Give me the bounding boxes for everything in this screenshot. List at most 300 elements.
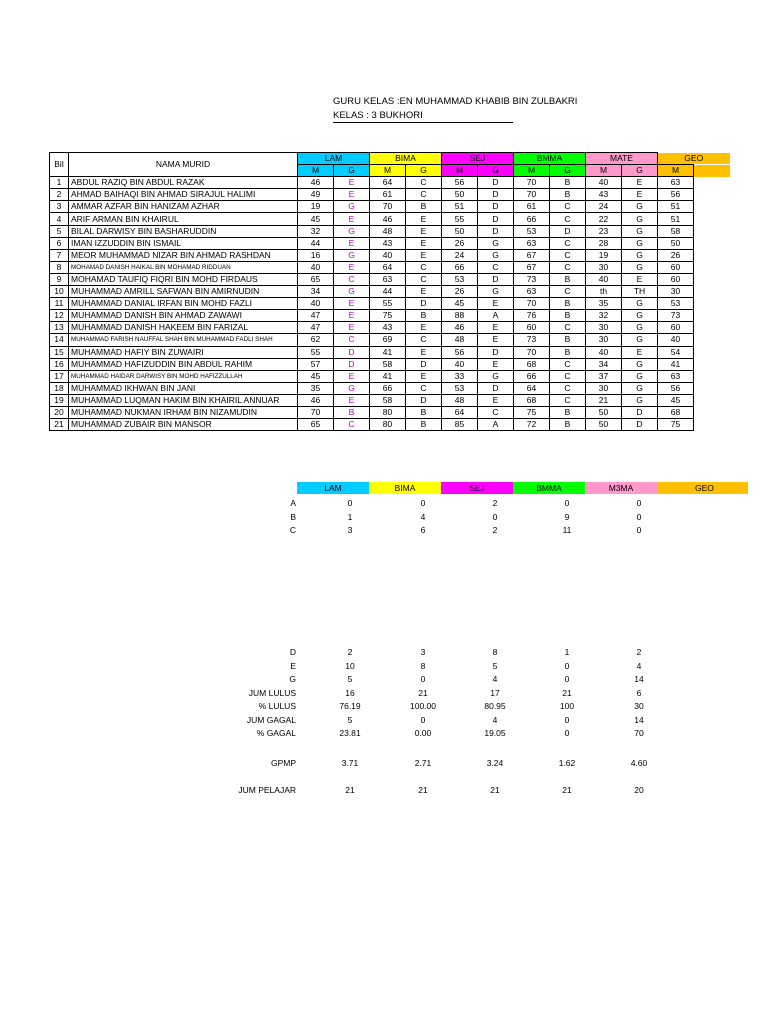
grade-cell: E (334, 261, 370, 273)
mark-cell: 47 (298, 310, 334, 322)
mark-cell: 43 (586, 189, 622, 201)
summary-label: E (290, 660, 296, 671)
grade-cell: E (406, 213, 442, 225)
mark-cell: 70 (514, 346, 550, 358)
table-row (50, 213, 730, 225)
summary-label: JUM LULUS (248, 687, 296, 698)
mark-cell: 66 (514, 370, 550, 382)
mark-cell: 40 (586, 273, 622, 285)
table-row (50, 382, 730, 394)
table-row (50, 406, 730, 418)
summary-value: 4.60 (630, 758, 648, 768)
summary-subject-lam: LAM (297, 482, 369, 494)
mark-cell: 57 (298, 358, 334, 370)
row-number: 8 (50, 261, 69, 273)
grade-cell: D (478, 177, 514, 189)
mark-cell: 34 (298, 286, 334, 298)
grade-cell: A (478, 310, 514, 322)
grade-cell: D (406, 298, 442, 310)
mark-cell: 37 (586, 370, 622, 382)
m-header: M (298, 165, 334, 177)
summary-value: 2 (492, 525, 498, 535)
student-name: AMMAR AZFAR BIN HANIZAM AZHAR (69, 201, 298, 213)
grade-cell (694, 322, 730, 334)
summary-value: 100 (559, 701, 575, 711)
mark-cell: 55 (298, 346, 334, 358)
g-header: G (550, 165, 586, 177)
mark-cell: 30 (586, 322, 622, 334)
row-number: 13 (50, 322, 69, 334)
grade-cell: B (334, 406, 370, 418)
grade-cell: G (622, 213, 658, 225)
row-number: 3 (50, 201, 69, 213)
grade-cell: E (334, 298, 370, 310)
mark-cell: 24 (442, 249, 478, 261)
grade-cell (694, 358, 730, 370)
grade-cell: D (334, 346, 370, 358)
grade-cell: D (478, 213, 514, 225)
summary-value: 0 (347, 498, 353, 508)
summary-row (0, 497, 768, 509)
student-name: MUHAMMAD ZUBAIR BIN MANSOR (69, 419, 298, 431)
grade-cell: C (406, 273, 442, 285)
mark-cell: 34 (586, 358, 622, 370)
grade-cell: D (406, 358, 442, 370)
student-name: BILAL DARWISY BIN BASHARUDDIN (69, 225, 298, 237)
student-name: MUHAMMAD DANISH HAKEEM BIN FARIZAL (69, 322, 298, 334)
summary-value: 8 (420, 660, 426, 671)
grade-cell: C (550, 249, 586, 261)
student-name: ABDUL RAZIQ BIN ABDUL RAZAK (69, 177, 298, 189)
row-number: 1 (50, 177, 69, 189)
mark-cell: 21 (586, 394, 622, 406)
summary-label: D (289, 647, 296, 657)
mark-cell: 68 (514, 358, 550, 370)
grade-cell: C (406, 189, 442, 201)
grade-cell: G (622, 394, 658, 406)
mark-cell: 62 (298, 334, 334, 346)
summary-value: 0 (564, 498, 570, 508)
row-number: 20 (50, 406, 69, 418)
student-name: ARIF ARMAN BIN KHAIRUL (69, 213, 298, 225)
grade-cell: E (406, 322, 442, 334)
mark-cell: 64 (514, 382, 550, 394)
student-name: MUHAMMAD DANIAL IRFAN BIN MOHD FAZLI (69, 298, 298, 310)
mark-cell: 64 (442, 406, 478, 418)
grade-cell: C (550, 322, 586, 334)
grade-cell (694, 249, 730, 261)
mark-cell: 60 (658, 273, 694, 285)
mark-cell: 54 (658, 346, 694, 358)
grade-cell (694, 177, 730, 189)
grade-cell: B (406, 419, 442, 431)
mark-cell: 40 (442, 358, 478, 370)
summary-row (0, 511, 768, 523)
grade-cell: TH (622, 286, 658, 298)
summary-value: 0 (564, 728, 570, 738)
grade-cell: C (550, 213, 586, 225)
mark-cell: 58 (370, 394, 406, 406)
student-name: MUHAMMAD NUKMAN IRHAM BIN NIZAMUDIN (69, 406, 298, 418)
mark-cell: 53 (514, 225, 550, 237)
mark-cell: 70 (298, 406, 334, 418)
grade-cell: B (550, 346, 586, 358)
bil-header: Bil (50, 153, 69, 177)
mark-cell: 73 (658, 310, 694, 322)
mark-cell: 61 (370, 189, 406, 201)
student-name: MUHAMMAD AMRILL SAFWAN BIN AMIRNUDIN (69, 286, 298, 298)
summary-value: 3 (347, 525, 353, 535)
grade-cell: C (334, 419, 370, 431)
mark-cell: 48 (442, 394, 478, 406)
g-header (694, 165, 730, 177)
summary-value: 30 (634, 701, 644, 711)
mark-cell: 45 (298, 213, 334, 225)
mark-cell: 32 (298, 225, 334, 237)
mark-cell: 45 (298, 370, 334, 382)
grade-cell: C (334, 273, 370, 285)
mark-cell: 76 (514, 310, 550, 322)
grade-cell: C (550, 237, 586, 249)
mark-cell: 50 (586, 419, 622, 431)
class-teacher: GURU KELAS :EN MUHAMMAD KHABIB BIN ZULBAKRI (333, 96, 578, 107)
mark-cell: 46 (298, 177, 334, 189)
grade-cell: B (406, 201, 442, 213)
mark-cell: 40 (298, 261, 334, 273)
grade-cell: C (550, 201, 586, 213)
summary-value: 0 (636, 498, 642, 508)
grade-cell: E (406, 370, 442, 382)
grade-cell (694, 419, 730, 431)
grade-cell (694, 334, 730, 346)
mark-cell: 64 (370, 261, 406, 273)
student-name: MUHAMMAD HAFIY BIN ZUWAIRI (69, 346, 298, 358)
grade-cell: C (406, 261, 442, 273)
mark-cell: 68 (514, 394, 550, 406)
mark-cell: 69 (370, 334, 406, 346)
summary-value: 76.19 (339, 701, 361, 711)
mark-cell: 56 (442, 177, 478, 189)
summary-value: 4 (420, 511, 426, 522)
mark-cell: 50 (586, 406, 622, 418)
table-row (50, 322, 730, 334)
grade-cell: D (478, 189, 514, 201)
row-number: 15 (50, 346, 69, 358)
summary-value: 0.00 (414, 728, 432, 738)
name-header: NAMA MURID (69, 153, 298, 177)
grade-cell: B (550, 298, 586, 310)
mark-cell: 30 (658, 286, 694, 298)
subject-header-lam: LAM (298, 153, 370, 165)
summary-value: 1.62 (558, 758, 576, 768)
grade-cell: C (406, 334, 442, 346)
grade-cell: D (622, 406, 658, 418)
summary-value: 23.81 (339, 728, 361, 738)
grade-cell: G (622, 249, 658, 261)
student-name: MOHAMAD TAUFIQ FIQRI BIN MOHD FIRDAUS (69, 273, 298, 285)
grade-cell: E (478, 358, 514, 370)
table-row (50, 286, 730, 298)
mark-cell: 70 (514, 298, 550, 310)
grade-cell: G (622, 322, 658, 334)
subject-header-sej: SEJ (442, 153, 514, 165)
mark-cell: 56 (442, 346, 478, 358)
mark-cell: 16 (298, 249, 334, 261)
grade-cell: D (406, 394, 442, 406)
grade-cell: B (550, 334, 586, 346)
summary-value: 19.05 (484, 728, 506, 738)
grade-cell: G (622, 358, 658, 370)
summary-value: 6 (636, 687, 642, 698)
summary-value: 80.95 (484, 701, 506, 711)
grade-cell (694, 261, 730, 273)
grade-cell: G (478, 286, 514, 298)
mark-cell: 44 (370, 286, 406, 298)
summary-value: 9 (564, 511, 570, 522)
grade-cell: G (334, 286, 370, 298)
summary-value: 16 (345, 687, 355, 698)
grade-cell: E (622, 346, 658, 358)
summary-value: 3.71 (341, 758, 359, 768)
grade-cell (694, 370, 730, 382)
summary-label: % GAGAL (256, 728, 296, 738)
mark-cell: 51 (658, 213, 694, 225)
mark-cell: 53 (658, 298, 694, 310)
grade-cell: B (550, 310, 586, 322)
mark-cell: 35 (586, 298, 622, 310)
row-number: 19 (50, 394, 69, 406)
grade-cell: B (550, 189, 586, 201)
grade-cell: B (406, 406, 442, 418)
table-row (50, 177, 730, 189)
mark-cell: 46 (442, 322, 478, 334)
mark-cell: 33 (442, 370, 478, 382)
mark-cell: 64 (370, 177, 406, 189)
mark-cell: 65 (298, 273, 334, 285)
mark-cell: 48 (442, 334, 478, 346)
grade-cell: E (334, 322, 370, 334)
row-number: 2 (50, 189, 69, 201)
grade-cell (694, 237, 730, 249)
summary-row (0, 757, 768, 769)
grade-cell: G (334, 225, 370, 237)
summary-value: 2.71 (414, 758, 432, 768)
summary-subject-mate: M3MA (585, 482, 657, 494)
grade-cell (694, 286, 730, 298)
subject-header-bmma: BMMA (514, 153, 586, 165)
mark-cell: 46 (370, 213, 406, 225)
mark-cell: 40 (586, 177, 622, 189)
summary-label: GPMP (270, 758, 296, 768)
grade-cell: D (334, 358, 370, 370)
table-header (50, 153, 730, 177)
mark-cell: 53 (442, 382, 478, 394)
mark-cell: 60 (658, 322, 694, 334)
grade-cell (694, 225, 730, 237)
row-number: 11 (50, 298, 69, 310)
summary-row (0, 524, 768, 536)
mark-cell: 75 (370, 310, 406, 322)
subject-header-mate: MATE (586, 153, 658, 165)
row-number: 17 (50, 370, 69, 382)
g-header: G (622, 165, 658, 177)
grade-cell (694, 201, 730, 213)
summary-value: 14 (634, 674, 644, 684)
mark-cell: 55 (370, 298, 406, 310)
table-row (50, 419, 730, 431)
student-name: MUHAMMAD IKHWAN BIN JANI (69, 382, 298, 394)
summary-subject-bmma: BMMA (513, 482, 585, 494)
grade-cell: E (334, 370, 370, 382)
grade-cell: E (406, 249, 442, 261)
summary-value: 5 (347, 714, 353, 725)
summary-value: 6 (420, 525, 426, 535)
mark-cell: 63 (514, 237, 550, 249)
summary-subject-sej: SEJ (441, 482, 513, 494)
summary-value: 0 (420, 714, 426, 725)
grade-cell: A (478, 419, 514, 431)
mark-cell: 35 (298, 382, 334, 394)
mark-cell: 50 (658, 237, 694, 249)
row-number: 14 (50, 334, 69, 346)
summary-value: 2 (636, 647, 642, 657)
grade-cell: C (550, 370, 586, 382)
grade-cell: E (622, 177, 658, 189)
mark-cell: 55 (442, 213, 478, 225)
summary-value: 1 (347, 511, 353, 522)
summary-value: 0 (564, 660, 570, 671)
summary-value: 4 (492, 714, 498, 725)
row-number: 10 (50, 286, 69, 298)
grade-cell: G (622, 370, 658, 382)
mark-cell: 48 (370, 225, 406, 237)
summary-value: 0 (420, 674, 426, 684)
table-row (50, 273, 730, 285)
summary-value: 0 (420, 498, 426, 508)
summary-row (0, 784, 768, 796)
grade-cell: B (550, 177, 586, 189)
summary-label: G (289, 674, 296, 684)
student-name: MUHAMMAD DANISH BIN AHMAD ZAWAWI (69, 310, 298, 322)
summary-value: 21 (418, 785, 428, 795)
mark-cell: 66 (442, 261, 478, 273)
grade-cell (694, 394, 730, 406)
table-row (50, 237, 730, 249)
grade-cell: C (550, 382, 586, 394)
grade-cell: E (334, 237, 370, 249)
grade-cell: B (550, 419, 586, 431)
summary-value: 70 (634, 728, 644, 738)
mark-cell: 43 (370, 237, 406, 249)
row-number: 16 (50, 358, 69, 370)
grade-cell: D (478, 382, 514, 394)
table-row (50, 261, 730, 273)
mark-cell: th (586, 286, 622, 298)
mark-cell: 60 (658, 261, 694, 273)
mark-cell: 30 (586, 261, 622, 273)
grade-cell: G (622, 382, 658, 394)
summary-row (0, 660, 768, 672)
grade-cell (694, 298, 730, 310)
grade-cell: B (406, 310, 442, 322)
mark-cell: 30 (586, 334, 622, 346)
row-number: 7 (50, 249, 69, 261)
summary-value: 5 (347, 674, 353, 684)
mark-cell: 70 (370, 201, 406, 213)
table-row (50, 189, 730, 201)
grade-cell: G (622, 225, 658, 237)
grade-cell: E (334, 177, 370, 189)
mark-cell: 68 (658, 406, 694, 418)
grade-cell (694, 273, 730, 285)
mark-cell: 73 (514, 273, 550, 285)
mark-cell: 67 (514, 249, 550, 261)
summary-value: 3 (420, 647, 426, 657)
mark-cell: 40 (298, 298, 334, 310)
student-name: MUHAMMAD FARISH NAUFFAL SHAH BIN MUHAMMAD FADLI SHAH (69, 334, 298, 346)
grade-cell: G (622, 334, 658, 346)
mark-cell: 63 (658, 177, 694, 189)
mark-cell: 23 (586, 225, 622, 237)
mark-cell: 45 (658, 394, 694, 406)
mark-cell: 30 (586, 382, 622, 394)
table-row (50, 225, 730, 237)
grade-cell (694, 382, 730, 394)
table-row (50, 370, 730, 382)
mark-cell: 46 (298, 394, 334, 406)
mark-cell: 58 (658, 225, 694, 237)
grade-cell: G (622, 298, 658, 310)
mark-cell: 26 (442, 286, 478, 298)
grade-cell: E (478, 322, 514, 334)
m-header: M (586, 165, 622, 177)
summary-value: 21 (418, 687, 428, 698)
summary-value: 11 (562, 525, 572, 535)
summary-value: 100.00 (410, 701, 436, 711)
grade-cell: G (622, 237, 658, 249)
student-name: IMAN IZZUDDIN BIN ISMAIL (69, 237, 298, 249)
mark-cell: 51 (442, 201, 478, 213)
grade-cell: G (622, 201, 658, 213)
grade-cell: D (478, 346, 514, 358)
summary-value: 21 (562, 687, 572, 698)
mark-cell: 47 (298, 322, 334, 334)
summary-row (0, 673, 768, 685)
grade-cell: B (550, 406, 586, 418)
mark-cell: 51 (658, 201, 694, 213)
row-number: 18 (50, 382, 69, 394)
mark-cell: 61 (514, 201, 550, 213)
student-name: MUHAMMAD LUQMAN HAKIM BIN KHAIRIL ANNUAR (69, 394, 298, 406)
grade-cell (694, 346, 730, 358)
summary-label: A (290, 498, 296, 508)
table-row (50, 298, 730, 310)
mark-cell: 19 (298, 201, 334, 213)
grade-cell: G (622, 310, 658, 322)
grade-cell: G (334, 249, 370, 261)
grade-cell: C (406, 382, 442, 394)
row-number: 4 (50, 213, 69, 225)
summary-row (0, 687, 768, 699)
student-name: AHMAD BAIHAQI BIN AHMAD SIRAJUL HALIMI (69, 189, 298, 201)
mark-cell: 53 (442, 273, 478, 285)
marks-table (49, 152, 730, 431)
grade-cell: D (622, 419, 658, 431)
mark-cell: 19 (586, 249, 622, 261)
summary-value: 10 (345, 660, 355, 671)
grade-cell (694, 406, 730, 418)
mark-cell: 41 (370, 346, 406, 358)
